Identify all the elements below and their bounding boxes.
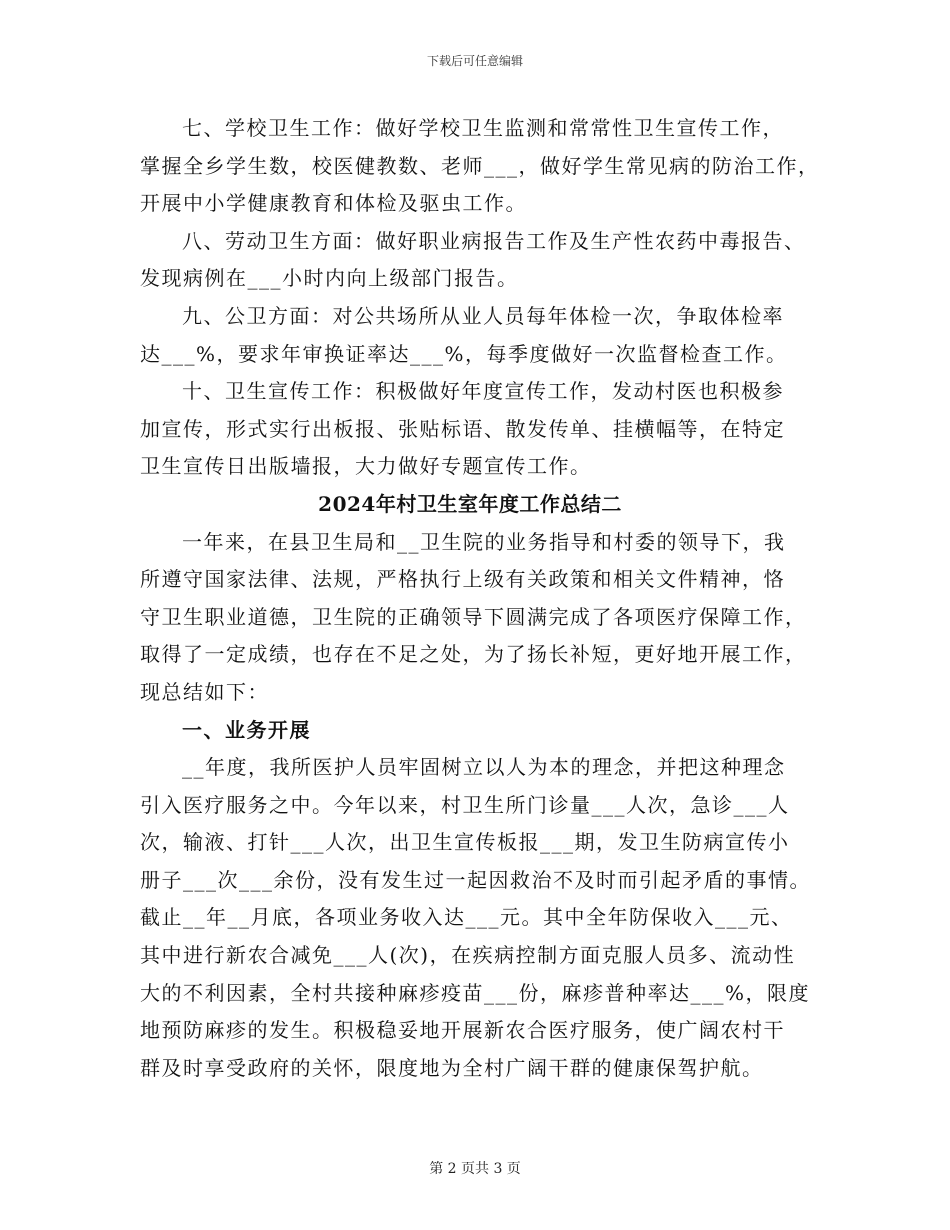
page-footer: 第 2 页共 3 页 <box>429 1161 521 1177</box>
paragraph-line: 卫生宣传日出版墙报，大力做好专题宣传工作。 <box>140 454 592 479</box>
paragraph-line: 群及时享受政府的关怀，限度地为全村广阔干群的健康保驾护航。 <box>140 1055 764 1080</box>
paragraph-line: 发现病例在___小时内向上级部门报告。 <box>140 266 519 291</box>
paragraph-line: 七、学校卫生工作：做好学校卫生监测和常常性卫生宣传工作， <box>182 116 784 140</box>
paragraph-line: 册子___次___余份，没有发生过一起因救治不及时而引起矛盾的事情。 <box>140 867 811 892</box>
paragraph-line: 地预防麻疹的发生。积极稳妥地开展新农合医疗服务，使广阔农村干 <box>140 1018 785 1043</box>
paragraph-line: 加宣传，形式实行出板报、张贴标语、散发传单、挂横幅等，在特定 <box>140 416 785 441</box>
paragraph-line: 八、劳动卫生方面：做好职业病报告工作及生产性农药中毒报告、 <box>182 228 806 253</box>
paragraph-line: 九、公卫方面：对公共场所从业人员每年体检一次，争取体检率 <box>182 303 784 328</box>
paragraph-line: 大的不利因素，全村共接种麻疹疫苗___份，麻疹普种率达___%，限度 <box>140 980 811 1005</box>
document-body <box>140 110 820 1087</box>
paragraph-line: 达___%，要求年审换证率达___%，每季度做好一次监督检查工作。 <box>140 341 788 366</box>
paragraph-line: 取得了一定成绩，也存在不足之处，为了扬长补短，更好地开展工作， <box>140 642 807 667</box>
page-header: 下载后可任意编辑 <box>426 54 523 68</box>
paragraph-line: 一年来，在县卫生局和__卫生院的业务指导和村委的领导下，我 <box>182 529 786 554</box>
section-title: 2024年村卫生室年度工作总结二 <box>318 491 622 516</box>
paragraph-line: 掌握全乡学生数，校医健教数、老师___，做好学生常见病的防治工作， <box>140 153 820 178</box>
paragraph-line: 引入医疗服务之中。今年以来，村卫生所门诊量___人次，急诊___人 <box>140 792 790 817</box>
paragraph-line: 其中进行新农合减免___人(次)，在疾病控制方面克服人员多、流动性 <box>140 943 796 968</box>
paragraph-line: 现总结如下： <box>140 679 269 704</box>
paragraph-line: __年度，我所医护人员牢固树立以人为本的理念，并把这种理念 <box>182 755 786 780</box>
subsection-heading: 一、业务开展 <box>182 717 311 742</box>
paragraph-line: 十、卫生宣传工作：积极做好年度宣传工作，发动村医也积极参 <box>182 379 784 404</box>
paragraph-line: 开展中小学健康教育和体检及驱虫工作。 <box>140 191 527 216</box>
paragraph-line: 守卫生职业道德，卫生院的正确领导下圆满完成了各项医疗保障工作， <box>140 604 807 629</box>
paragraph-line: 所遵守国家法律、法规，严格执行上级有关政策和相关文件精神，恪 <box>140 567 785 592</box>
paragraph-line: 次，输液、打针___人次，出卫生宣传板报___期，发卫生防病宣传小 <box>140 830 790 855</box>
paragraph-line: 截止__年__月底，各项业务收入达___元。其中全年防保收入___元、 <box>140 905 793 930</box>
